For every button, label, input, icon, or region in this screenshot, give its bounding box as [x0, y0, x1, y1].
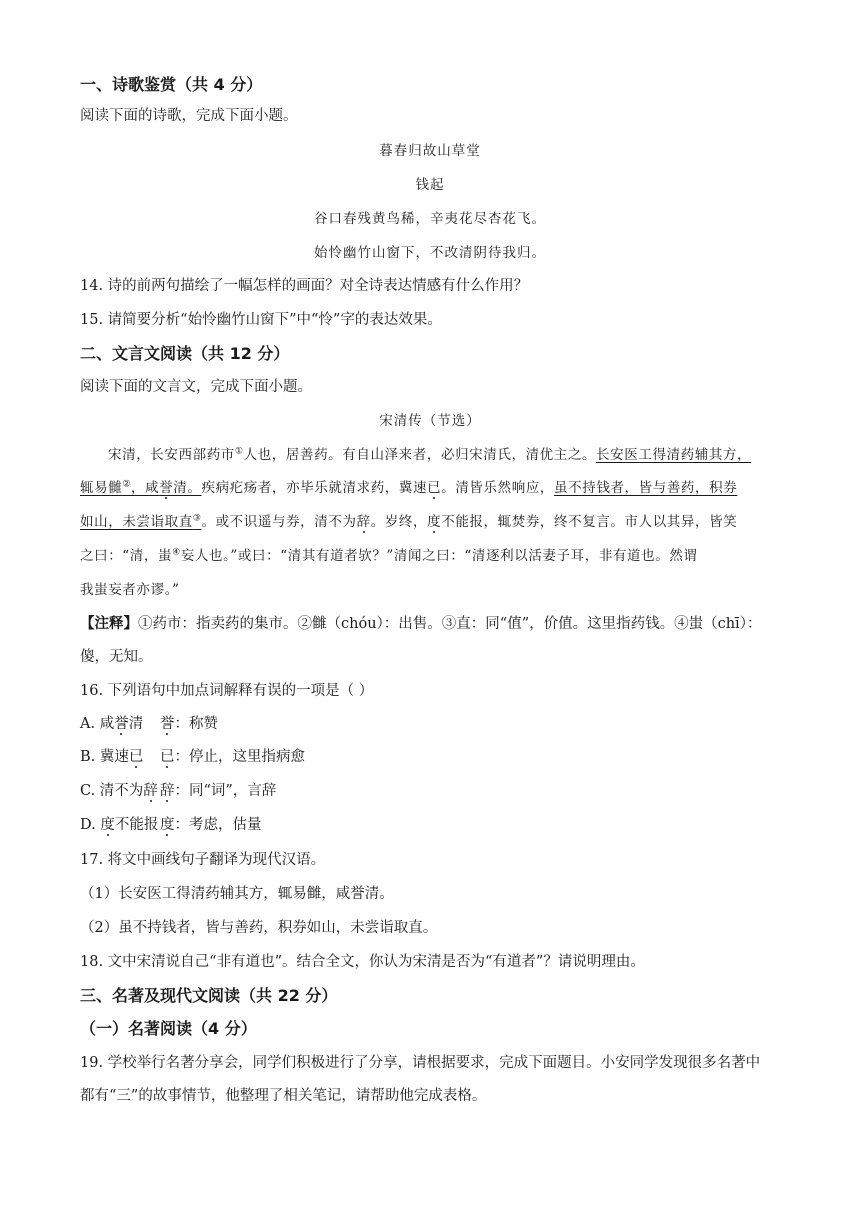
dotted-char: 已: [427, 480, 442, 496]
text-run: 。清皆乐然响应，: [441, 480, 555, 496]
annotation-label: 【注释】: [80, 616, 138, 632]
section1-title: 一、诗歌鉴赏（共 4 分）: [80, 75, 263, 94]
poem-author: 钱起: [415, 177, 445, 193]
annotation-line-1: [80, 613, 761, 635]
text-run: 。岁终，: [370, 514, 428, 530]
poem-title: 暮春归故山草堂: [379, 143, 481, 159]
poem-line-2: 始怜幽竹山窗下，不改清阴待我归。: [314, 245, 546, 261]
option-a: A. 咸誉清 誉：称赞: [80, 716, 218, 732]
question-17-2: （2）虽不持钱者，皆与善药，积券如山，未尝诣取直。: [80, 920, 438, 936]
passage-line-2: [80, 477, 737, 499]
question-16: 16. 下列语句中加点词解释有误的一项是（ ）: [80, 683, 374, 699]
footnote-mark-4: ④: [172, 547, 181, 558]
question-15: 15. 请简要分析“始怜幽竹山窗下”中“怜”字的表达效果。: [80, 312, 442, 328]
text-run: 之曰：“清，蚩: [80, 548, 173, 564]
text-run: 人也，居善药。有自山泽来者，必归宋清氏，清优主之。: [243, 447, 597, 463]
question-17-1: （1）长安医工得清药辅其方，辄易雠，咸誉清。: [80, 886, 394, 902]
text-run: 。或不识遥与券，清不为: [201, 514, 357, 530]
footnote-mark-1: ①: [234, 446, 244, 457]
question-19-line-2: 都有“三”的故事情节，他整理了相关笔记，请帮助他完成表格。: [80, 1088, 487, 1104]
section3-title: 三、名著及现代文阅读（共 22 分）: [80, 986, 338, 1005]
question-19-line-1: 19. 学校举行名著分享会，同学们积极进行了分享，请根据要求，完成下面题目。小安同学发现很多名著中: [80, 1055, 761, 1071]
dotted-char: 誉: [159, 480, 174, 496]
poem-line-1: 谷口春残黄鸟稀，辛夷花尽杏花飞。: [314, 211, 546, 227]
question-14: 14. 诗的前两句描绘了一幅怎样的画面？对全诗表达情感有什么作用？: [80, 278, 529, 294]
underlined-text: 如山，未尝诣取直③: [80, 513, 202, 530]
passage-title: 宋清传（节选）: [379, 413, 481, 429]
text-run: 疾病疕疡者，亦毕乐就清求药，冀速: [201, 480, 428, 496]
underlined-text: 辄易雠②，咸誉清。: [80, 479, 202, 496]
section2-intro: 阅读下面的文言文，完成下面小题。: [80, 379, 312, 395]
option-c: C. 清不为辞 辞：同“词”，言辞: [80, 783, 277, 799]
section2-title: 二、文言文阅读（共 12 分）: [80, 344, 290, 363]
dotted-char: 度: [427, 514, 442, 530]
question-17: 17. 将文中画线句子翻译为现代汉语。: [80, 852, 326, 868]
underlined-text: 长安医工得清药辅其方，: [596, 447, 752, 463]
passage-line-5: 我蚩妄者亦谬。”: [80, 582, 180, 598]
passage-line-4: [80, 545, 698, 567]
section1-intro: 阅读下面的诗歌，完成下面小题。: [80, 108, 298, 124]
text-run: 宋清，长安西部药市: [108, 447, 235, 463]
text-run: 妄人也。”或曰：“清其有道者欤？”清闻之曰：“清逐利以活妻子耳，非有道也。然谓: [180, 548, 698, 564]
underlined-text: 虽不持钱者，皆与善药，积券: [554, 480, 738, 496]
dotted-char: 辞: [356, 514, 371, 530]
option-d: D. 度不能报 度：考虑，估量: [80, 817, 262, 833]
annotation-line-2: 傻，无知。: [80, 649, 153, 665]
question-18: 18. 文中宋清说自己“非有道也”。结合全文，你认为宋清是否为“有道者”？请说明理由。: [80, 954, 645, 970]
section3-subtitle: （一）名著阅读（4 分）: [80, 1019, 257, 1038]
passage-line-3: [80, 511, 737, 533]
footnote-mark-3: ③: [192, 513, 202, 524]
text-run: 不能报，辄焚券，终不复言。市人以其异，皆笑: [441, 514, 738, 530]
footnote-mark-2: ②: [122, 479, 131, 490]
passage-line-1: [108, 444, 751, 466]
option-b: B. 冀速已 已：停止，这里指病愈: [80, 749, 305, 765]
annotation-text: ①药市：指卖药的集市。②雠（chóu）：出售。③直：同“值”，价值。这里指药钱。④蚩（chī）：: [138, 616, 762, 632]
